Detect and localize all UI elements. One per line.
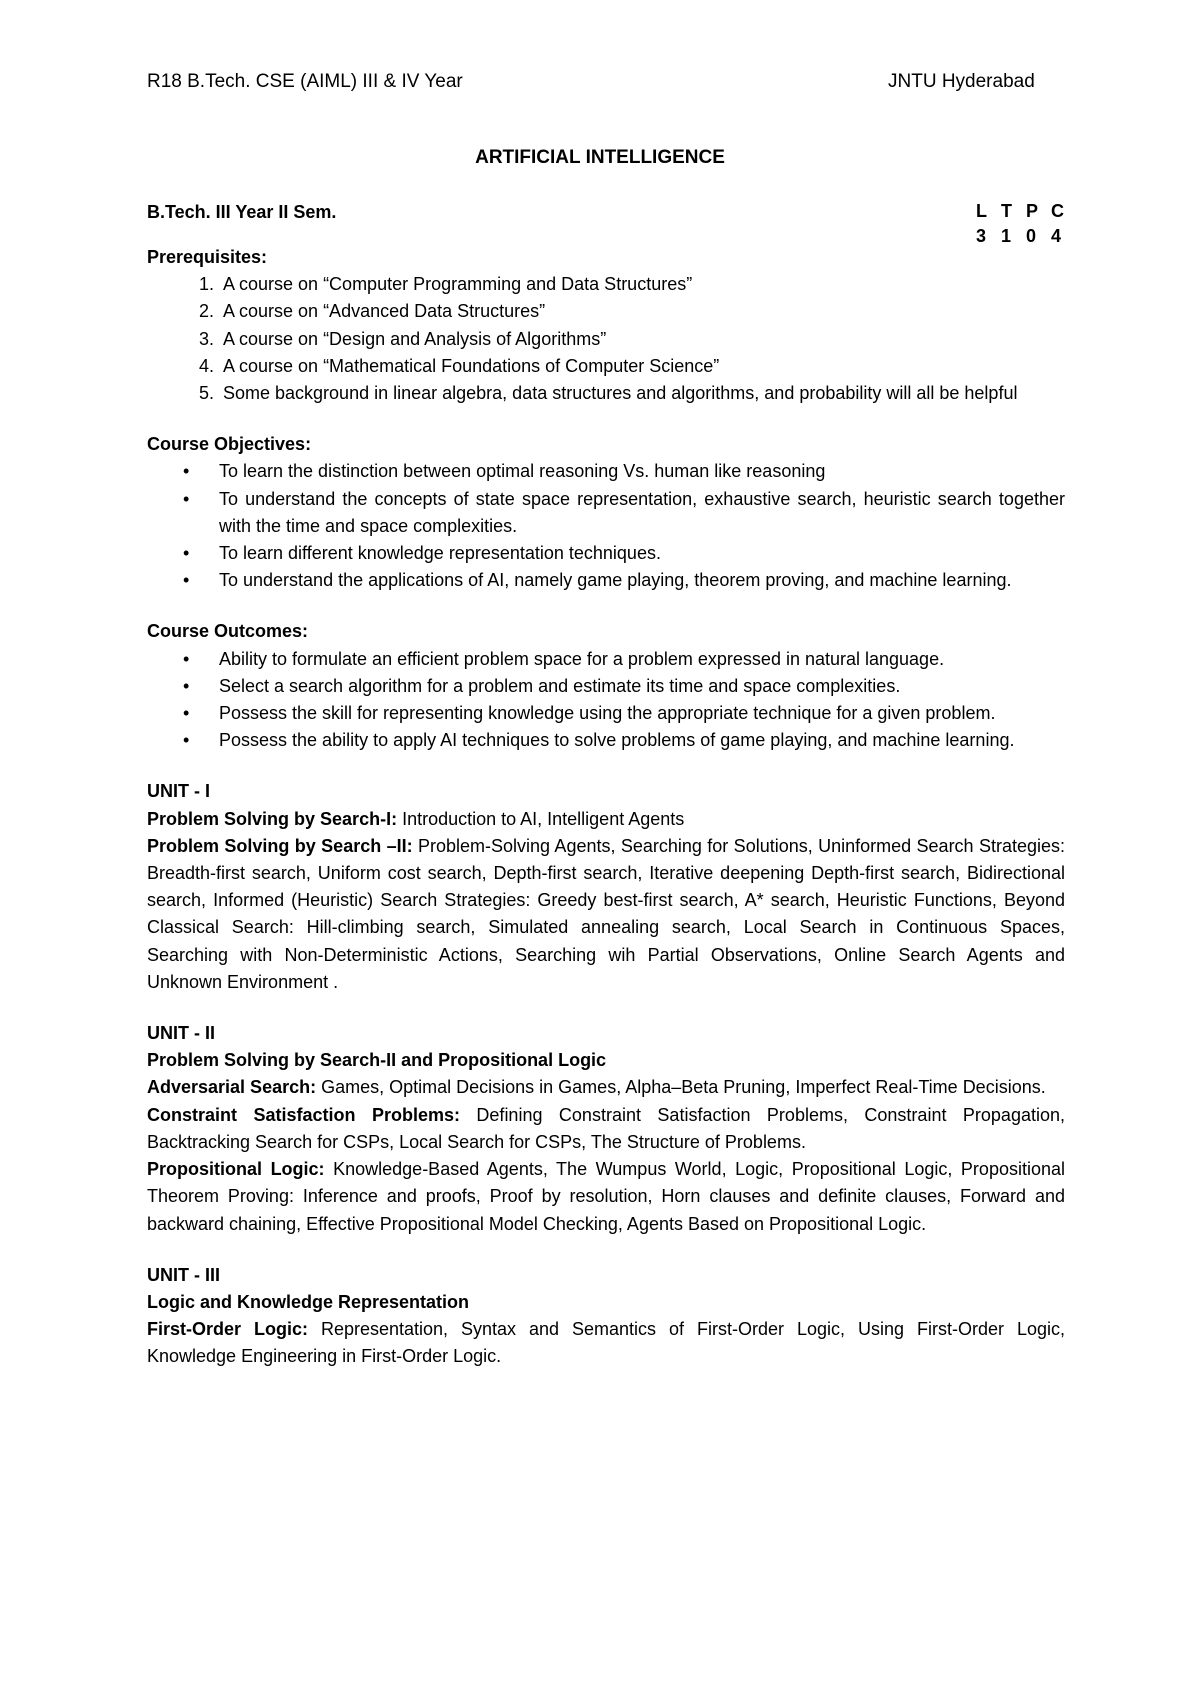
unit-1-paragraph-1 bbox=[147, 806, 1065, 833]
unit-2-paragraph-1 bbox=[147, 1074, 1065, 1101]
header-right: JNTU Hyderabad bbox=[888, 71, 1035, 92]
list-item: • Possess the ability to apply AI techniques to solve problems of game playing, and machine learning. bbox=[219, 727, 1065, 754]
outcomes-list bbox=[147, 646, 1065, 755]
list-item: • Ability to formulate an efficient problem space for a problem expressed in natural language. bbox=[219, 646, 1065, 673]
unit-2-p2-bold: Constraint Satisfaction Problems: bbox=[147, 1104, 460, 1125]
unit-2-p3-bold: Propositional Logic: bbox=[147, 1159, 325, 1180]
list-item: • To understand the applications of AI, namely game playing, theorem proving, and machine learning. bbox=[219, 567, 1065, 594]
prerequisites-heading: Prerequisites: bbox=[147, 247, 268, 267]
ltpc-header-t: T bbox=[1001, 201, 1012, 221]
prerequisites-list bbox=[147, 271, 1065, 407]
semester-label: B.Tech. III Year II Sem. bbox=[147, 202, 337, 222]
unit-1-p2-bold: Problem Solving by Search –II: bbox=[147, 835, 413, 856]
list-item: • To learn different knowledge representation techniques. bbox=[219, 540, 1065, 567]
unit-1-p2-text: Problem-Solving Agents, Searching for Solutions, Uninformed Search Strategies: Breadth-first search, Uniform cost search, Depth-first search, Iterative deepening Depth-first search, Bidirectional search, Informed (Heuristic) Search Strategies: Greedy best-first search, A* search, Heuristic Functions, Beyond Classical Search: Hill-climbing search, Simulated annealing search, Local Search in Continuous Spaces, Searching with Non-Deterministic Actions, Searching wih Partial Observations, Online Search Agents and Unknown Environment . bbox=[147, 835, 1065, 992]
list-item: 5. Some background in linear algebra, data structures and algorithms, and probability will all be helpful bbox=[219, 380, 1065, 407]
unit-2-p1-text: Games, Optimal Decisions in Games, Alpha–Beta Pruning, Imperfect Real-Time Decisions. bbox=[316, 1077, 1046, 1098]
ltpc-value-p: 0 bbox=[1026, 226, 1037, 246]
list-item: 3. A course on “Design and Analysis of Algorithms” bbox=[219, 326, 1065, 353]
objectives-heading: Course Objectives: bbox=[147, 434, 312, 455]
ltpc-value-c: 4 bbox=[1051, 226, 1062, 246]
ltpc-value-l: 3 bbox=[976, 226, 987, 246]
unit-2-p2-text: Defining Constraint Satisfaction Problems, Constraint Propagation, Backtracking Search for CSPs, Local Search for CSPs, The Structure of Problems. bbox=[147, 1104, 1065, 1152]
unit-1-title: UNIT - I bbox=[147, 781, 210, 802]
ltpc-values bbox=[976, 224, 1065, 249]
unit-1-p1-bold: Problem Solving by Search-I: bbox=[147, 808, 398, 829]
ltpc-value-t: 1 bbox=[1001, 226, 1012, 246]
ltpc-table bbox=[976, 199, 1065, 249]
unit-2-title: UNIT - II bbox=[147, 1023, 215, 1044]
list-item: • Select a search algorithm for a problem and estimate its time and space complexities. bbox=[219, 673, 1065, 700]
content bbox=[147, 199, 1065, 1371]
header-left: R18 B.Tech. CSE (AIML) III & IV Year bbox=[147, 71, 463, 92]
list-item: • To understand the concepts of state space representation, exhaustive search, heuristic search together with the time and space complexities. bbox=[219, 486, 1065, 540]
unit-3-title: UNIT - III bbox=[147, 1264, 220, 1285]
ltpc-headers bbox=[976, 199, 1065, 224]
unit-1-paragraph-2 bbox=[147, 833, 1065, 996]
unit-3-paragraph-1 bbox=[147, 1316, 1065, 1370]
unit-2-paragraph-3 bbox=[147, 1156, 1065, 1238]
list-item: 2. A course on “Advanced Data Structures” bbox=[219, 298, 1065, 325]
list-item: 1. A course on “Computer Programming and Data Structures” bbox=[219, 271, 1065, 298]
outcomes-heading: Course Outcomes: bbox=[147, 621, 309, 642]
unit-1-p1-text: Introduction to AI, Intelligent Agents bbox=[397, 808, 685, 829]
list-item: • Possess the skill for representing knowledge using the appropriate technique for a given problem. bbox=[219, 700, 1065, 727]
ltpc-header-c: C bbox=[1051, 201, 1064, 221]
unit-2-p1-bold: Adversarial Search: bbox=[147, 1077, 317, 1098]
unit-2-paragraph-2 bbox=[147, 1102, 1065, 1156]
list-item: 4. A course on “Mathematical Foundations of Computer Science” bbox=[219, 353, 1065, 380]
list-item: • To learn the distinction between optimal reasoning Vs. human like reasoning bbox=[219, 458, 1065, 485]
semester-row bbox=[147, 199, 1065, 246]
unit-2-subtitle: Problem Solving by Search-II and Propositional Logic bbox=[147, 1050, 607, 1071]
unit-3-subtitle: Logic and Knowledge Representation bbox=[147, 1291, 470, 1312]
course-title: ARTIFICIAL INTELLIGENCE bbox=[475, 147, 725, 168]
unit-2-p3-text: Knowledge-Based Agents, The Wumpus World, Logic, Propositional Logic, Propositional Theorem Proving: Inference and proofs, Proof by resolution, Horn clauses and definite clauses, Forward and backward chaining, Effective Propositional Model Checking, Agents Based on Propositional Logic. bbox=[147, 1159, 1065, 1234]
ltpc-header-p: P bbox=[1026, 201, 1039, 221]
ltpc-header-l: L bbox=[976, 201, 987, 221]
unit-3-p1-text: Representation, Syntax and Semantics of First-Order Logic, Using First-Order Logic, Knowledge Engineering in First-Order Logic. bbox=[147, 1319, 1065, 1367]
unit-3-p1-bold: First-Order Logic: bbox=[147, 1319, 308, 1340]
objectives-list bbox=[147, 458, 1065, 594]
